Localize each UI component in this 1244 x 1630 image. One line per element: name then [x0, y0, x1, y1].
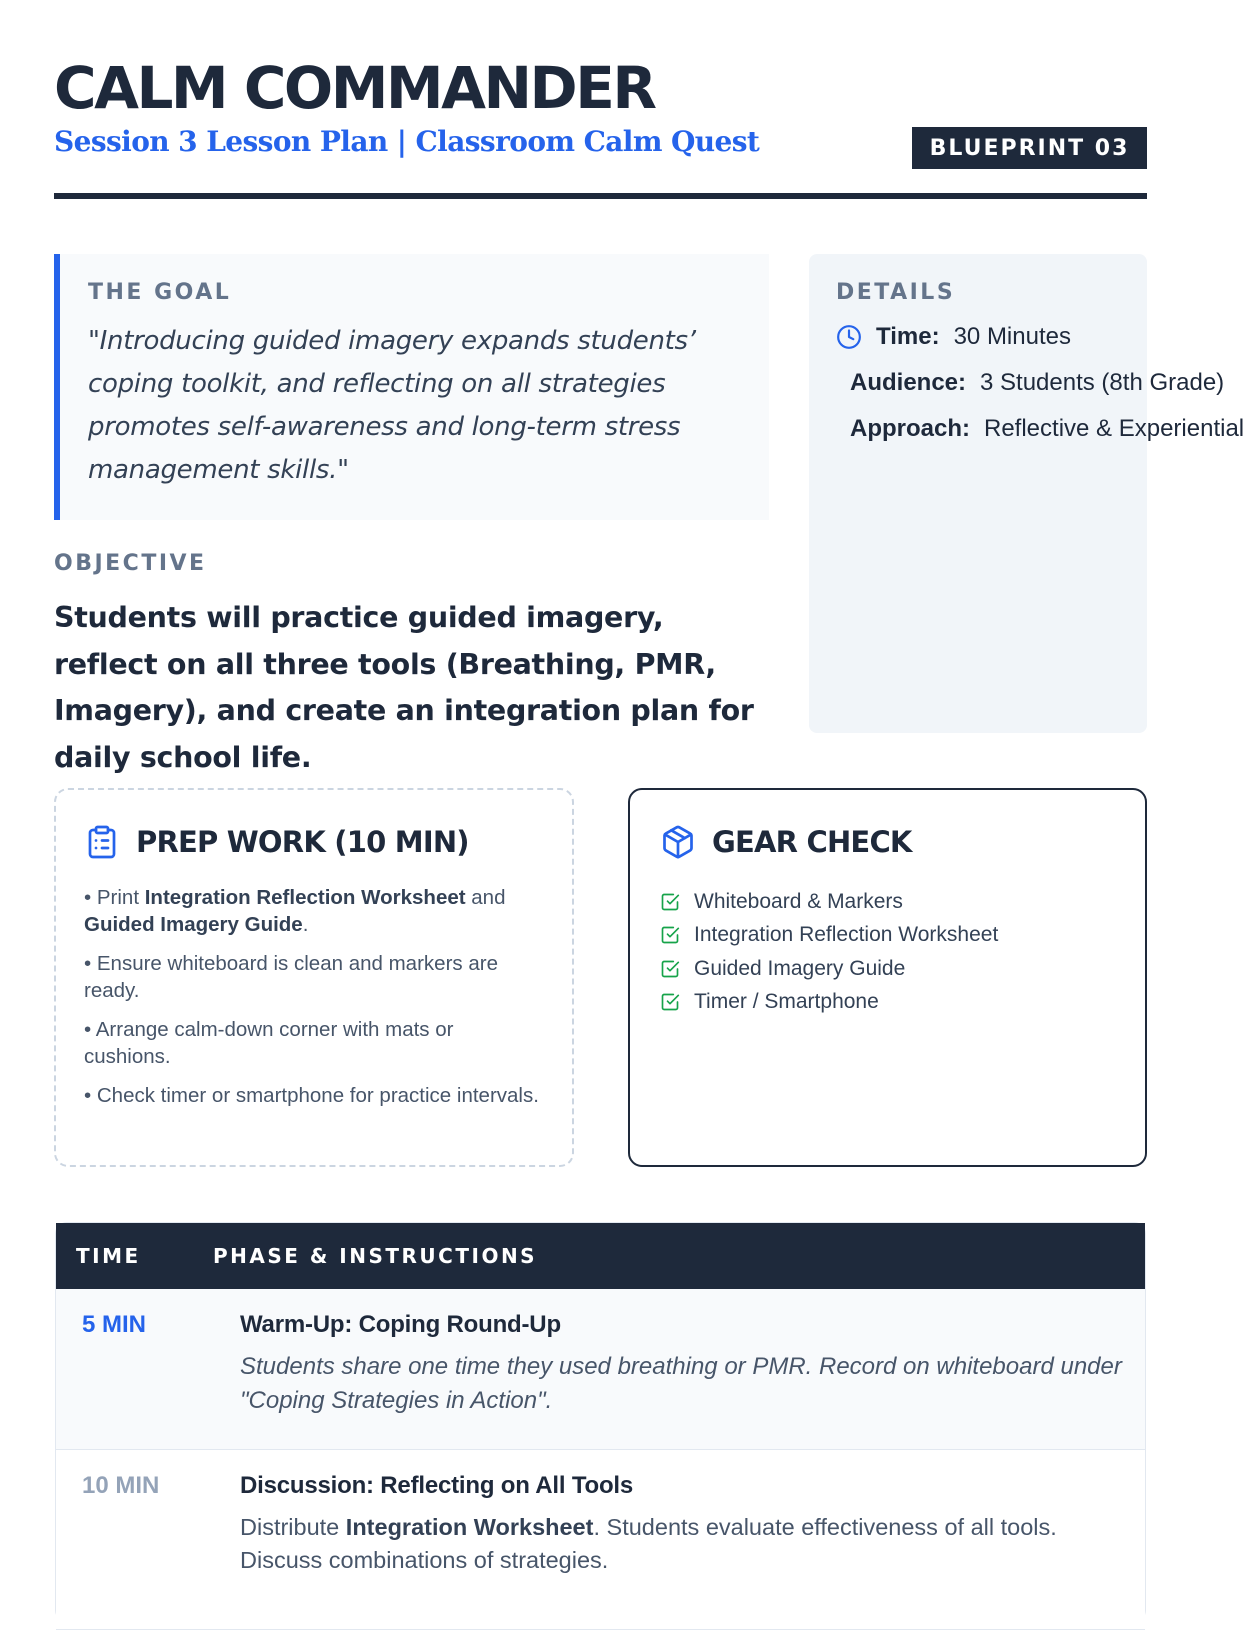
row-phase-title: Discussion: Reflecting on All Tools: [240, 1472, 634, 1499]
clipboard-icon: [84, 824, 120, 860]
objective-label: OBJECTIVE: [54, 551, 207, 576]
box-icon: [660, 824, 696, 860]
goal-label: THE GOAL: [88, 280, 232, 305]
detail-time-value: 30 Minutes: [953, 323, 1071, 350]
prep-item-bold: Guided Imagery Guide: [84, 913, 303, 936]
table-row: [56, 1289, 1145, 1450]
check-square-icon: [660, 959, 680, 979]
check-square-icon: [660, 892, 680, 912]
prep-item: [84, 884, 542, 938]
detail-time-row: [836, 321, 1147, 353]
gear-check-title: GEAR CHECK: [712, 825, 912, 859]
gear-item: [660, 952, 1115, 986]
gear-item-label: Integration Reflection Worksheet: [694, 923, 999, 947]
gear-item-label: Guided Imagery Guide: [694, 956, 906, 980]
detail-audience-row: [836, 367, 1225, 399]
blueprint-badge: BLUEPRINT 03: [912, 127, 1147, 169]
check-square-icon: [660, 925, 680, 945]
row-phase-title: Warm-Up: Coping Round-Up: [240, 1311, 561, 1338]
prep-item-text: .: [302, 913, 309, 936]
gear-check-list: [660, 885, 1115, 1019]
check-square-icon: [660, 992, 680, 1012]
goal-panel: [54, 254, 769, 520]
prep-item: • Check timer or smartphone for practice intervals.: [84, 1084, 539, 1107]
detail-audience-value: 3 Students (8th Grade): [980, 369, 1225, 396]
gear-item: [660, 919, 1115, 953]
row-instructions: Students share one time they used breathing or PMR. Record on whiteboard under "Coping Strategies in Action".: [240, 1353, 1122, 1414]
schedule-table: [55, 1222, 1146, 1622]
row-instructions: [240, 1511, 1125, 1577]
column-header-time: TIME: [76, 1244, 141, 1268]
row-time: 10 MIN: [82, 1472, 160, 1499]
prep-item: • Arrange calm-down corner with mats or cushions.: [84, 1018, 454, 1068]
detail-approach-row: [836, 413, 1244, 445]
gear-item: [660, 986, 1115, 1020]
page-title: CALM COMMANDER: [54, 54, 655, 122]
goal-quote: "Introducing guided imagery expands students’ coping toolkit, and reflecting on all strategies promotes self-awareness and long-term stress management skills.": [88, 326, 696, 485]
page-subtitle: Session 3 Lesson Plan | Classroom Calm Quest: [54, 125, 760, 158]
prep-work-card: [54, 788, 574, 1167]
prep-work-list: [84, 884, 542, 1109]
details-panel: [809, 254, 1244, 733]
row-instructions-text: Distribute: [240, 1514, 346, 1540]
detail-time-key: Time:: [876, 323, 940, 350]
row-body: [240, 1450, 1145, 1629]
details-label: DETAILS: [836, 280, 956, 305]
prep-item: • Ensure whiteboard is clean and markers are ready.: [84, 952, 498, 1002]
gear-item: [660, 885, 1115, 919]
row-body: [240, 1289, 1145, 1449]
header-divider: [54, 193, 1147, 199]
prep-work-header: [84, 822, 542, 862]
gear-check-card: [628, 788, 1147, 1167]
gear-item-label: Timer / Smartphone: [694, 990, 879, 1014]
detail-approach-key: Approach:: [850, 415, 970, 442]
prep-item-text: • Print: [84, 886, 145, 909]
prep-item-text: and: [465, 886, 506, 909]
gear-item-label: Whiteboard & Markers: [694, 889, 903, 913]
gear-check-header: [660, 822, 1115, 862]
row-instructions-bold: Integration Worksheet: [345, 1514, 594, 1540]
detail-approach-value: Reflective & Experiential: [984, 415, 1244, 442]
column-header-phase: PHASE & INSTRUCTIONS: [213, 1244, 538, 1268]
schedule-table-header: [56, 1223, 1145, 1289]
lesson-plan-page: [54, 0, 1244, 1600]
objective-text: Students will practice guided imagery, reflect on all three tools (Breathing, PMR, Imagery), and create an integration plan for daily school life.: [54, 601, 754, 774]
table-row: [56, 1450, 1145, 1630]
clock-icon: [836, 324, 862, 350]
prep-work-title: PREP WORK (10 MIN): [136, 825, 469, 859]
detail-audience-key: Audience:: [850, 369, 967, 396]
prep-item-bold: Integration Reflection Worksheet: [144, 886, 466, 909]
row-time: 5 MIN: [82, 1311, 147, 1338]
row-instructions-text: . Students evaluate effectiveness of all tools. Discuss combinations of strategies.: [240, 1514, 1057, 1573]
